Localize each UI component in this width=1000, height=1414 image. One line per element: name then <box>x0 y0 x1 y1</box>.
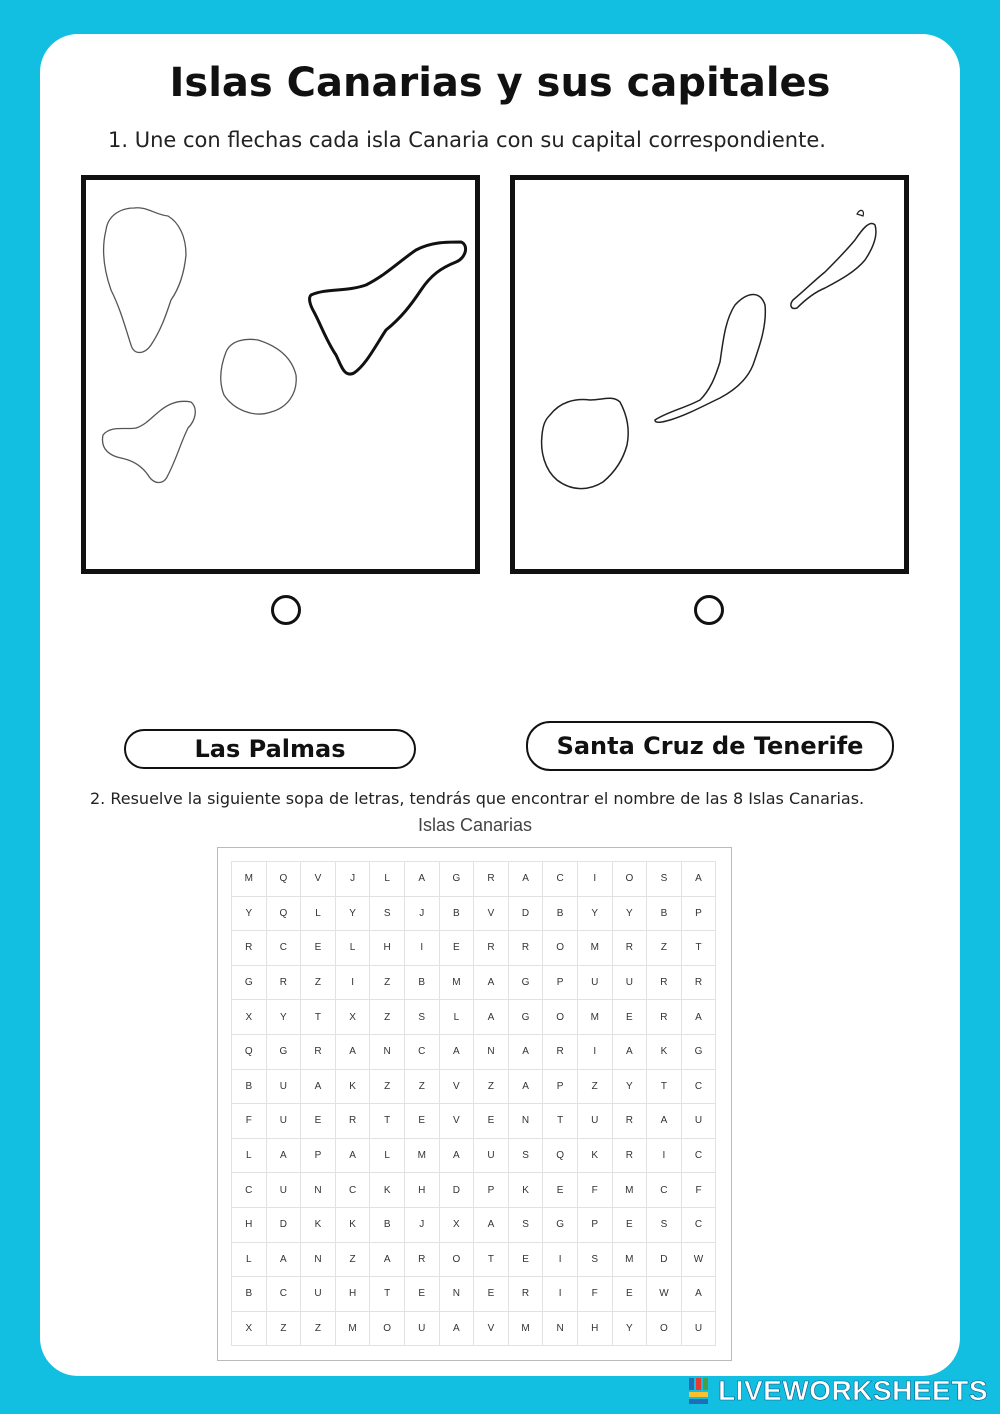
wordsearch-cell[interactable]: T <box>647 1070 682 1105</box>
wordsearch-cell[interactable]: G <box>509 1000 544 1035</box>
wordsearch-cell[interactable]: Y <box>613 897 648 932</box>
wordsearch-cell[interactable]: O <box>370 1312 405 1347</box>
wordsearch-cell[interactable]: Q <box>543 1139 578 1174</box>
wordsearch-cell[interactable]: M <box>613 1243 648 1278</box>
wordsearch-frame <box>217 847 732 1361</box>
wordsearch-cell[interactable]: M <box>578 1000 613 1035</box>
wordsearch-cell[interactable]: C <box>543 862 578 897</box>
answer-circle-right[interactable] <box>694 595 724 625</box>
capital-las-palmas[interactable]: Las Palmas <box>124 729 416 769</box>
wordsearch-cell[interactable]: Q <box>232 1035 267 1070</box>
wordsearch-cell[interactable]: A <box>405 862 440 897</box>
wordsearch-cell[interactable]: A <box>647 1104 682 1139</box>
wordsearch-cell[interactable]: R <box>301 1035 336 1070</box>
wordsearch-cell[interactable]: A <box>613 1035 648 1070</box>
wordsearch-cell[interactable]: R <box>474 862 509 897</box>
wordsearch-cell[interactable]: V <box>440 1104 475 1139</box>
wordsearch-cell[interactable]: R <box>509 931 544 966</box>
wordsearch-cell[interactable]: P <box>578 1208 613 1243</box>
wordsearch-cell[interactable]: A <box>336 1035 371 1070</box>
wordsearch-cell[interactable]: W <box>647 1277 682 1312</box>
wordsearch-cell[interactable]: I <box>543 1277 578 1312</box>
wordsearch-cell[interactable]: D <box>509 897 544 932</box>
wordsearch-cell[interactable]: I <box>543 1243 578 1278</box>
wordsearch-cell[interactable]: Z <box>405 1070 440 1105</box>
wordsearch-cell[interactable]: R <box>682 966 717 1001</box>
brand-logo <box>688 1374 988 1408</box>
wordsearch-cell[interactable]: F <box>682 1173 717 1208</box>
wordsearch-cell[interactable]: L <box>301 897 336 932</box>
wordsearch-cell[interactable]: Y <box>613 1312 648 1347</box>
wordsearch-cell[interactable]: E <box>405 1104 440 1139</box>
wordsearch-cell[interactable]: E <box>509 1243 544 1278</box>
wordsearch-cell[interactable]: P <box>301 1139 336 1174</box>
wordsearch-cell[interactable]: U <box>578 966 613 1001</box>
wordsearch-cell[interactable]: H <box>578 1312 613 1347</box>
wordsearch-cell[interactable]: R <box>647 1000 682 1035</box>
wordsearch-cell[interactable]: L <box>370 1139 405 1174</box>
wordsearch-cell[interactable]: I <box>578 862 613 897</box>
wordsearch-cell[interactable]: D <box>267 1208 302 1243</box>
wordsearch-cell[interactable]: G <box>543 1208 578 1243</box>
wordsearch-cell[interactable]: M <box>578 931 613 966</box>
instruction-2: 2. Resuelve la siguiente sopa de letras, tendrás que encontrar el nombre de las 8 Islas Canarias. <box>90 789 865 808</box>
western-islands-outline <box>86 180 475 569</box>
wordsearch-cell[interactable]: M <box>509 1312 544 1347</box>
wordsearch-cell[interactable]: R <box>613 1104 648 1139</box>
wordsearch-cell[interactable]: T <box>301 1000 336 1035</box>
wordsearch-cell[interactable]: K <box>336 1208 371 1243</box>
wordsearch-cell[interactable]: O <box>613 862 648 897</box>
wordsearch-cell[interactable]: S <box>647 862 682 897</box>
wordsearch-cell[interactable]: E <box>543 1173 578 1208</box>
wordsearch-cell[interactable]: M <box>613 1173 648 1208</box>
wordsearch-cell[interactable]: H <box>232 1208 267 1243</box>
wordsearch-cell[interactable]: M <box>440 966 475 1001</box>
wordsearch-cell[interactable]: T <box>682 931 717 966</box>
wordsearch-cell[interactable]: B <box>370 1208 405 1243</box>
wordsearch-cell[interactable]: C <box>267 931 302 966</box>
wordsearch-cell[interactable]: N <box>301 1173 336 1208</box>
wordsearch-cell[interactable]: Z <box>370 966 405 1001</box>
wordsearch-cell[interactable]: Z <box>647 931 682 966</box>
wordsearch-cell[interactable]: N <box>440 1277 475 1312</box>
wordsearch-cell[interactable]: F <box>578 1277 613 1312</box>
wordsearch-cell[interactable]: U <box>301 1277 336 1312</box>
wordsearch-cell[interactable]: K <box>509 1173 544 1208</box>
wordsearch-cell[interactable]: M <box>336 1312 371 1347</box>
map-western-islands <box>81 175 480 574</box>
wordsearch-cell[interactable]: P <box>543 1070 578 1105</box>
wordsearch-cell[interactable]: M <box>232 862 267 897</box>
brand-name: LIVEWORKSHEETS <box>718 1375 988 1406</box>
wordsearch-title: Islas Canarias <box>417 815 533 835</box>
wordsearch-cell[interactable]: T <box>370 1277 405 1312</box>
wordsearch-cell[interactable]: Z <box>301 1312 336 1347</box>
wordsearch-cell[interactable]: E <box>474 1104 509 1139</box>
wordsearch-cell[interactable]: Z <box>578 1070 613 1105</box>
wordsearch-cell[interactable]: F <box>578 1173 613 1208</box>
wordsearch-cell[interactable]: E <box>440 931 475 966</box>
wordsearch-cell[interactable]: L <box>232 1243 267 1278</box>
answer-circle-left[interactable] <box>271 595 301 625</box>
wordsearch-cell[interactable]: Z <box>267 1312 302 1347</box>
wordsearch-cell[interactable]: A <box>267 1243 302 1278</box>
wordsearch-cell[interactable]: C <box>682 1070 717 1105</box>
wordsearch-cell[interactable]: Q <box>267 897 302 932</box>
wordsearch-cell[interactable]: G <box>267 1035 302 1070</box>
wordsearch-cell[interactable]: A <box>474 966 509 1001</box>
wordsearch-cell[interactable]: A <box>440 1312 475 1347</box>
wordsearch-cell[interactable]: Z <box>370 1000 405 1035</box>
wordsearch-cell[interactable]: U <box>682 1312 717 1347</box>
wordsearch-cell[interactable]: A <box>301 1070 336 1105</box>
wordsearch-cell[interactable]: M <box>405 1139 440 1174</box>
wordsearch-cell[interactable]: H <box>336 1277 371 1312</box>
wordsearch-cell[interactable]: D <box>440 1173 475 1208</box>
wordsearch-cell[interactable]: L <box>232 1139 267 1174</box>
wordsearch-cell[interactable]: U <box>267 1070 302 1105</box>
wordsearch-cell[interactable]: A <box>267 1139 302 1174</box>
wordsearch-cell[interactable]: E <box>301 1104 336 1139</box>
wordsearch-cell[interactable]: X <box>440 1208 475 1243</box>
wordsearch-cell[interactable]: O <box>647 1312 682 1347</box>
wordsearch-cell[interactable]: I <box>405 931 440 966</box>
wordsearch-cell[interactable]: N <box>474 1035 509 1070</box>
wordsearch-cell[interactable]: F <box>232 1104 267 1139</box>
wordsearch-cell[interactable]: C <box>682 1208 717 1243</box>
wordsearch-cell[interactable]: R <box>509 1277 544 1312</box>
wordsearch-cell[interactable]: J <box>405 1208 440 1243</box>
wordsearch-cell[interactable]: Y <box>613 1070 648 1105</box>
wordsearch-cell[interactable]: E <box>613 1277 648 1312</box>
wordsearch-cell[interactable]: A <box>682 1000 717 1035</box>
wordsearch-cell[interactable]: L <box>370 862 405 897</box>
wordsearch-cell[interactable]: B <box>232 1277 267 1312</box>
wordsearch-cell[interactable]: A <box>509 1035 544 1070</box>
wordsearch-cell[interactable]: G <box>232 966 267 1001</box>
wordsearch-cell[interactable]: X <box>232 1312 267 1347</box>
wordsearch-cell[interactable]: R <box>613 931 648 966</box>
wordsearch-cell[interactable]: D <box>647 1243 682 1278</box>
wordsearch-cell[interactable]: A <box>509 1070 544 1105</box>
wordsearch-cell[interactable]: E <box>613 1000 648 1035</box>
wordsearch-cell[interactable]: T <box>543 1104 578 1139</box>
wordsearch-cell[interactable]: C <box>267 1277 302 1312</box>
wordsearch-cell[interactable]: P <box>543 966 578 1001</box>
wordsearch-cell[interactable]: C <box>682 1139 717 1174</box>
wordsearch-cell[interactable]: Z <box>336 1243 371 1278</box>
wordsearch-cell[interactable]: K <box>578 1139 613 1174</box>
wordsearch-cell[interactable]: S <box>509 1139 544 1174</box>
wordsearch-cell[interactable]: P <box>474 1173 509 1208</box>
wordsearch-cell[interactable]: N <box>301 1243 336 1278</box>
wordsearch-cell[interactable]: A <box>336 1139 371 1174</box>
wordsearch-cell[interactable]: S <box>578 1243 613 1278</box>
wordsearch-cell[interactable]: U <box>267 1104 302 1139</box>
map-eastern-islands <box>510 175 909 574</box>
wordsearch-cell[interactable]: H <box>370 931 405 966</box>
wordsearch-cell[interactable]: C <box>232 1173 267 1208</box>
wordsearch-cell[interactable]: I <box>578 1035 613 1070</box>
wordsearch-cell[interactable]: R <box>232 931 267 966</box>
wordsearch-cell[interactable]: V <box>301 862 336 897</box>
wordsearch-cell[interactable]: S <box>509 1208 544 1243</box>
wordsearch-cell[interactable]: C <box>405 1035 440 1070</box>
wordsearch-cell[interactable]: B <box>543 897 578 932</box>
wordsearch-cell[interactable]: U <box>613 966 648 1001</box>
wordsearch-cell[interactable]: B <box>440 897 475 932</box>
wordsearch-cell[interactable]: A <box>440 1139 475 1174</box>
wordsearch-cell[interactable]: A <box>509 862 544 897</box>
wordsearch-cell[interactable]: O <box>543 931 578 966</box>
wordsearch-cell[interactable]: N <box>509 1104 544 1139</box>
wordsearch-cell[interactable]: W <box>682 1243 717 1278</box>
wordsearch-cell[interactable]: B <box>647 897 682 932</box>
wordsearch-cell[interactable]: N <box>543 1312 578 1347</box>
wordsearch-cell[interactable]: J <box>336 862 371 897</box>
wordsearch-cell[interactable]: G <box>682 1035 717 1070</box>
wordsearch-cell[interactable]: Z <box>370 1070 405 1105</box>
eastern-islands-outline <box>515 180 904 569</box>
wordsearch-cell[interactable]: Y <box>232 897 267 932</box>
wordsearch-cell[interactable]: G <box>440 862 475 897</box>
wordsearch-cell[interactable]: P <box>682 897 717 932</box>
wordsearch-cell[interactable]: A <box>474 1000 509 1035</box>
liveworksheets-logo-icon <box>688 1376 714 1406</box>
wordsearch-cell[interactable]: R <box>613 1139 648 1174</box>
wordsearch-cell[interactable]: U <box>474 1139 509 1174</box>
wordsearch-cell[interactable]: T <box>370 1104 405 1139</box>
wordsearch-cell[interactable]: S <box>405 1000 440 1035</box>
wordsearch-cell[interactable]: R <box>405 1243 440 1278</box>
wordsearch-cell[interactable]: N <box>370 1035 405 1070</box>
wordsearch-cell[interactable]: L <box>440 1000 475 1035</box>
wordsearch-cell[interactable]: E <box>405 1277 440 1312</box>
wordsearch-cell[interactable]: S <box>370 897 405 932</box>
wordsearch-cell[interactable]: H <box>405 1173 440 1208</box>
wordsearch-cell[interactable]: K <box>647 1035 682 1070</box>
wordsearch-cell[interactable]: C <box>336 1173 371 1208</box>
wordsearch-cell[interactable]: A <box>682 1277 717 1312</box>
wordsearch-cell[interactable]: R <box>543 1035 578 1070</box>
wordsearch-cell[interactable]: A <box>474 1208 509 1243</box>
wordsearch-cell[interactable]: O <box>440 1243 475 1278</box>
wordsearch-cell[interactable]: Y <box>267 1000 302 1035</box>
wordsearch-cell[interactable]: T <box>474 1243 509 1278</box>
wordsearch-cell[interactable]: U <box>267 1173 302 1208</box>
wordsearch-cell[interactable]: E <box>301 931 336 966</box>
wordsearch-cell[interactable]: G <box>509 966 544 1001</box>
wordsearch-cell[interactable]: B <box>232 1070 267 1105</box>
wordsearch-cell[interactable]: Y <box>336 897 371 932</box>
wordsearch-cell[interactable]: V <box>440 1070 475 1105</box>
wordsearch-cell[interactable]: B <box>405 966 440 1001</box>
wordsearch-grid <box>231 861 716 1346</box>
wordsearch-cell[interactable]: O <box>543 1000 578 1035</box>
wordsearch-cell[interactable]: K <box>336 1070 371 1105</box>
wordsearch-cell[interactable]: A <box>440 1035 475 1070</box>
wordsearch-cell[interactable]: Z <box>301 966 336 1001</box>
wordsearch-cell[interactable]: E <box>474 1277 509 1312</box>
wordsearch-cell[interactable]: X <box>336 1000 371 1035</box>
wordsearch-cell[interactable]: R <box>647 966 682 1001</box>
wordsearch-cell[interactable]: I <box>647 1139 682 1174</box>
wordsearch-cell[interactable]: I <box>336 966 371 1001</box>
wordsearch-cell[interactable]: A <box>682 862 717 897</box>
wordsearch-cell[interactable]: R <box>474 931 509 966</box>
wordsearch-cell[interactable]: A <box>370 1243 405 1278</box>
wordsearch-cell[interactable]: U <box>578 1104 613 1139</box>
capital-santa-cruz[interactable]: Santa Cruz de Tenerife <box>526 721 894 771</box>
wordsearch-cell[interactable]: V <box>474 897 509 932</box>
wordsearch-cell[interactable]: Z <box>474 1070 509 1105</box>
wordsearch-cell[interactable]: C <box>647 1173 682 1208</box>
wordsearch-cell[interactable]: K <box>370 1173 405 1208</box>
wordsearch-cell[interactable]: R <box>336 1104 371 1139</box>
wordsearch-cell[interactable]: R <box>267 966 302 1001</box>
page-title: Islas Canarias y sus capitales <box>169 60 831 106</box>
wordsearch-cell[interactable]: L <box>336 931 371 966</box>
wordsearch-cell[interactable]: Y <box>578 897 613 932</box>
wordsearch-cell[interactable]: S <box>647 1208 682 1243</box>
wordsearch-cell[interactable]: J <box>405 897 440 932</box>
wordsearch-cell[interactable]: E <box>613 1208 648 1243</box>
wordsearch-cell[interactable]: V <box>474 1312 509 1347</box>
instruction-1: 1. Une con flechas cada isla Canaria con su capital correspondiente. <box>108 128 826 152</box>
wordsearch-cell[interactable]: U <box>682 1104 717 1139</box>
wordsearch-cell[interactable]: U <box>405 1312 440 1347</box>
wordsearch-cell[interactable]: K <box>301 1208 336 1243</box>
wordsearch-cell[interactable]: X <box>232 1000 267 1035</box>
wordsearch-cell[interactable]: Q <box>267 862 302 897</box>
